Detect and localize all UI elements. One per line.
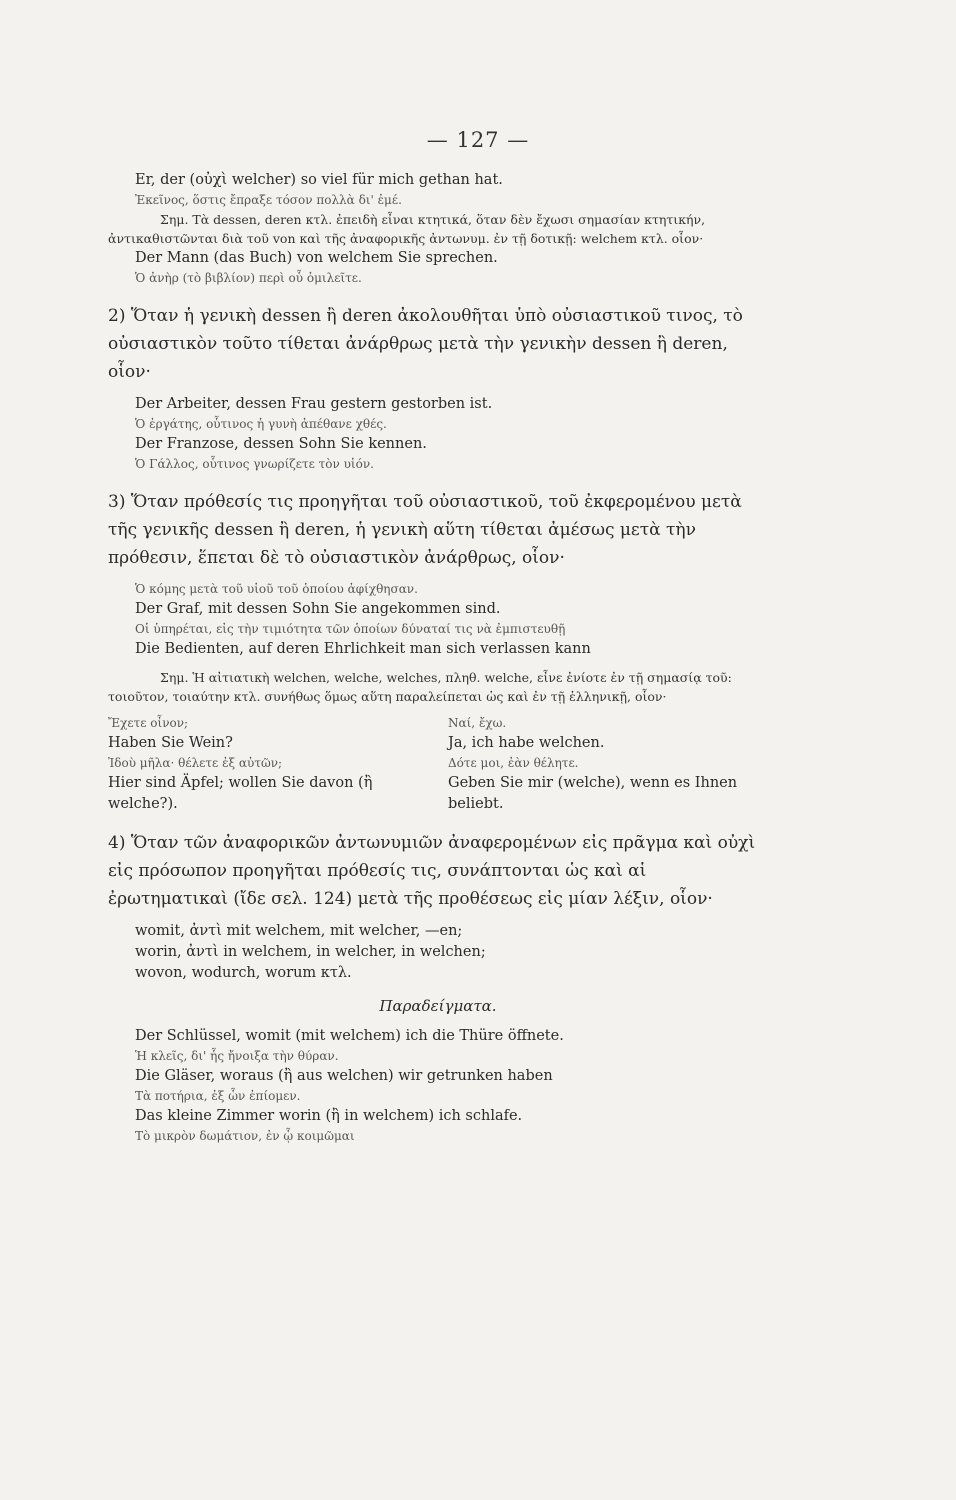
page-number: — 127 — <box>426 128 530 152</box>
dialogue-left-column <box>108 714 428 815</box>
example-greek: Ὁ κόμης μετὰ τοῦ υἱοῦ τοῦ ὁποίου ἀφίχθησαν. <box>135 582 418 596</box>
example-greek: Τὸ μικρὸν δωμάτιον, ἐν ᾧ κοιμῶμαι <box>135 1129 355 1143</box>
example-german: Der Mann (das Buch) von welchem Sie sprechen. <box>135 250 498 266</box>
dialogue-columns <box>108 714 768 815</box>
example-german: Er, der (οὐχὶ welcher) so viel für mich gethan hat. <box>135 172 503 188</box>
example-german: Der Graf, mit dessen Sohn Sie angekommen sind. <box>135 601 501 617</box>
page-body <box>108 170 768 1146</box>
example-greek: Ἡ κλεῖς, δι' ἧς ἤνοιξα τὴν θύραν. <box>135 1049 339 1063</box>
rule-paragraph-2: 2) Ὅταν ἡ γενικὴ dessen ἢ deren ἀκολουθῆται ὑπὸ οὐσιαστικοῦ τινος, τὸ οὐσιαστικὸν τοῦτο τίθεται ἀνάρθρως μετὰ τὴν γενικὴν dessen ἢ deren, οἷον· <box>108 306 743 382</box>
example-german: Geben Sie mir (welche), wenn es Ihnen beliebt. <box>448 775 738 812</box>
example-german: Der Schlüssel, womit (mit welchem) ich die Thüre öffnete. <box>135 1028 564 1044</box>
example-german: Die Bedienten, auf deren Ehrlichkeit man sich verlassen kann <box>135 641 591 657</box>
example-greek: Ὁ ἐργάτης, οὗτινος ἡ γυνὴ ἀπέθανε χθές. <box>135 417 387 431</box>
examples-heading: Παραδείγματα. <box>379 997 497 1015</box>
rule-paragraph-3: 3) Ὅταν πρόθεσίς τις προηγῆται τοῦ οὐσιαστικοῦ, τοῦ ἐκφερομένου μετὰ τῆς γενικῆς dessen ἢ deren, ἡ γενικὴ αὕτη τίθεται ἀμέσως μετὰ τὴν πρόθεσιν, ἕπεται δὲ τὸ οὐσιαστικὸν ἀνάρθρως, οἷον· <box>108 492 742 568</box>
example-german: Der Franzose, dessen Sohn Sie kennen. <box>135 436 427 452</box>
example-greek: Ὁ Γάλλος, οὗτινος γνωρίζετε τὸν υἱόν. <box>135 457 374 471</box>
example-german: wovon, wodurch, worum κτλ. <box>135 965 352 981</box>
dialogue-right-column <box>448 714 768 815</box>
example-greek: Ὁ ἀνὴρ (τὸ βιβλίον) περὶ οὗ ὁμιλεῖτε. <box>135 271 362 285</box>
example-greek: Οἱ ὑπηρέται, εἰς τὴν τιμιότητα τῶν ὁποίων δύναταί τις νὰ ἐμπιστευθῇ <box>135 622 566 636</box>
note-paragraph: Σημ. Τὰ dessen, deren κτλ. ἐπειδὴ εἶναι κτητικά, ὅταν δὲν ἔχωσι σημασίαν κτητικήν, ἀντικαθιστῶνται διὰ τοῦ von καὶ τῆς ἀναφορικῆς ἀντωνυμ. ἐν τῇ δοτικῇ: welchem κτλ. οἷον· <box>108 212 706 246</box>
example-german: Ja, ich habe welchen. <box>448 735 605 751</box>
example-greek: Ἐκεῖνος, ὅστις ἔπραξε τόσον πολλὰ δι' ἐμέ. <box>135 193 402 207</box>
example-german: womit, ἀντὶ mit welchem, mit welcher, —en; <box>135 923 463 939</box>
example-greek: Ἰδοὺ μῆλα· θέλετε ἐξ αὐτῶν; <box>108 756 283 770</box>
example-greek: Δότε μοι, ἐὰν θέλητε. <box>448 756 579 770</box>
example-german: worin, ἀντὶ in welchem, in welcher, in welchen; <box>135 944 486 960</box>
example-german: Das kleine Zimmer worin (ἢ in welchem) ich schlafe. <box>135 1108 523 1124</box>
rule-paragraph-4: 4) Ὅταν τῶν ἀναφορικῶν ἀντωνυμιῶν ἀναφερομένων εἰς πρᾶγμα καὶ οὐχὶ εἰς πρόσωπον προηγῆται πρόθεσίς τις, συνάπτονται ὡς καὶ αἱ ἐρωτηματικαὶ (ἴδε σελ. 124) μετὰ τῆς προθέσεως εἰς μίαν λέξιν, οἷον· <box>108 833 756 909</box>
example-german: Hier sind Äpfel; wollen Sie davon (ἢ welche?). <box>108 775 373 812</box>
example-german: Die Gläser, woraus (ἢ aus welchen) wir getrunken haben <box>135 1068 553 1084</box>
example-german: Haben Sie Wein? <box>108 735 233 751</box>
example-greek: Ἔχετε οἶνον; <box>108 716 189 730</box>
note-paragraph: Σημ. Ἡ αἰτιατικὴ welchen, welche, welches, πληθ. welche, εἶνε ἐνίοτε ἐν τῇ σημασίᾳ τοῦ: τοιοῦτον, τοιαύτην κτλ. συνήθως ὅμως αὕτη παραλείπεται ὡς καὶ ἐν τῇ ἑλληνικῇ, οἷον· <box>108 670 732 704</box>
example-greek: Τὰ ποτήρια, ἐξ ὧν ἐπίομεν. <box>135 1089 301 1103</box>
example-german: Der Arbeiter, dessen Frau gestern gestorben ist. <box>135 396 493 412</box>
example-greek: Ναί, ἔχω. <box>448 716 507 730</box>
